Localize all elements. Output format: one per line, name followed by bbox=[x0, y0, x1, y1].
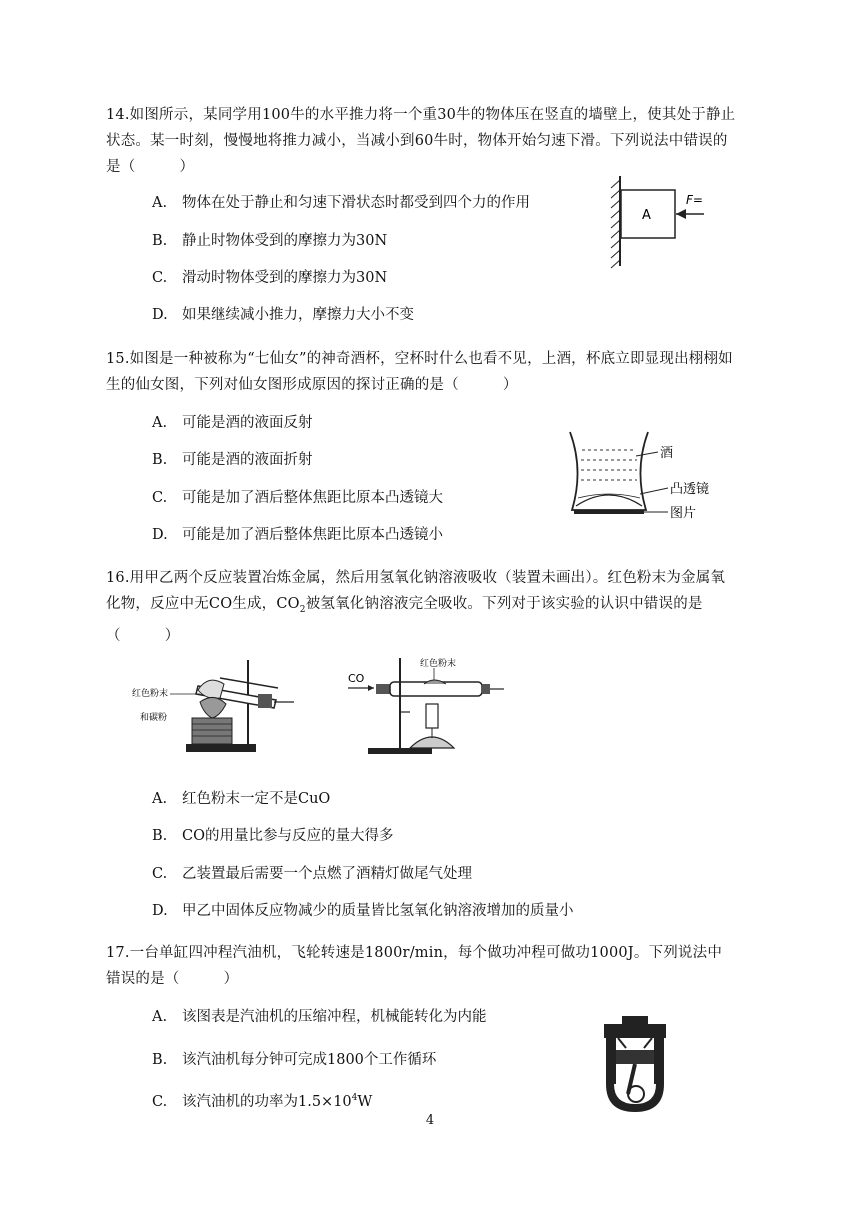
co-label: CO bbox=[348, 672, 365, 685]
question-15-option-c bbox=[152, 488, 443, 508]
option-letter: C. bbox=[152, 866, 168, 882]
option-letter: C. bbox=[152, 490, 168, 506]
option-letter: B. bbox=[152, 233, 168, 249]
option-text: 该汽油机的功率为1.5×10 bbox=[182, 1093, 352, 1110]
question-15-stem: 15.如图是一种被称为“七仙女”的神奇酒杯，空杯时什么也看不见，上酒，杯底立即显现出栩栩如生的仙女图，下列对仙女图形成原因的探讨正确的是（ ） bbox=[106, 351, 733, 393]
option-text: 物体在处于静止和匀速下滑状态时都受到四个力的作用 bbox=[182, 195, 530, 211]
carbon-powder-label: 和碳粉 bbox=[140, 713, 168, 723]
red-powder-label-yi: 红色粉末 bbox=[420, 659, 457, 669]
option-text: 可能是加了酒后整体焦距比原本凸透镜小 bbox=[182, 527, 443, 543]
option-letter: D. bbox=[152, 903, 168, 919]
question-14-stem: 14.如图所示，某同学用100牛的水平推力将一个重30牛的物体压在竖直的墙壁上，使其处于静止状态。某一时刻，慢慢地将推力减小，当减小到60牛时，物体开始匀速下滑。下列说法中错误的是（ ） bbox=[106, 107, 736, 175]
question-14-option-d bbox=[152, 305, 414, 325]
option-letter: D. bbox=[152, 307, 168, 323]
stem-part-a: 16.用甲乙两个反应装置冶炼金属，然后用氢氧化钠溶液吸收（装置未画出）。红色粉末为金属氧化物，反应中无CO生成，CO bbox=[106, 570, 726, 612]
superscript-4: 4 bbox=[351, 1093, 358, 1103]
question-16-option-d bbox=[152, 901, 574, 921]
question-16-option-c bbox=[152, 864, 472, 884]
force-label: F= bbox=[686, 193, 703, 207]
option-letter: B. bbox=[152, 828, 168, 844]
option-text: 红色粉末一定不是CuO bbox=[182, 791, 331, 807]
question-16-stem bbox=[106, 565, 736, 649]
question-14-option-a bbox=[152, 193, 530, 213]
option-text: 可能是加了酒后整体焦距比原本凸透镜大 bbox=[182, 490, 443, 506]
unit-w: W bbox=[357, 1093, 373, 1110]
option-text: 甲乙中固体反应物减少的质量皆比氢氧化钠溶液增加的质量小 bbox=[182, 903, 574, 919]
wine-label: 酒 bbox=[660, 446, 674, 461]
question-15-option-d bbox=[152, 525, 443, 545]
question-16-option-a bbox=[152, 789, 330, 809]
option-text: 该图表是汽油机的压缩冲程，机械能转化为内能 bbox=[182, 1009, 487, 1025]
option-text: 乙装置最后需要一个点燃了酒精灯做尾气处理 bbox=[182, 866, 472, 882]
option-text: 可能是酒的液面折射 bbox=[182, 452, 313, 468]
option-letter: C. bbox=[152, 270, 168, 286]
question-15-option-a bbox=[152, 413, 313, 433]
option-letter: D. bbox=[152, 527, 168, 543]
question-16-option-b bbox=[152, 826, 393, 846]
wall-block-figure bbox=[606, 172, 718, 270]
question-14-option-c bbox=[152, 268, 387, 288]
block-label: A bbox=[642, 208, 651, 223]
question-17-option-b bbox=[152, 1050, 436, 1070]
apparatus-jia-figure bbox=[128, 656, 298, 758]
red-powder-label: 红色粉末 bbox=[132, 689, 169, 699]
question-14-option-b bbox=[152, 231, 387, 251]
question-17-option-a bbox=[152, 1007, 487, 1027]
option-letter: B. bbox=[152, 452, 168, 468]
option-text: 该汽油机每分钟可完成1800个工作循环 bbox=[182, 1052, 437, 1068]
page-number: 4 bbox=[425, 1113, 435, 1128]
option-letter: B. bbox=[152, 1052, 168, 1068]
option-text: 如果继续减小推力，摩擦力大小不变 bbox=[182, 307, 414, 323]
wine-cup-figure bbox=[566, 426, 726, 526]
subscript-2: 2 bbox=[299, 604, 306, 615]
engine-cylinder-figure bbox=[600, 1014, 670, 1116]
question-17-stem: 17.一台单缸四冲程汽油机，飞轮转速是1800r/min，每个做功冲程可做功1000J。下列说法中错误的是（ ） bbox=[106, 945, 723, 987]
apparatus-yi-figure bbox=[346, 654, 506, 758]
question-17-option-c bbox=[152, 1088, 372, 1112]
option-letter: A. bbox=[152, 791, 168, 807]
lens-label: 凸透镜 bbox=[670, 482, 710, 497]
option-letter: A. bbox=[152, 415, 168, 431]
option-text: 静止时物体受到的摩擦力为30N bbox=[182, 233, 388, 249]
option-letter: A. bbox=[152, 1009, 168, 1025]
option-text: CO的用量比参与反应的量大得多 bbox=[182, 828, 394, 844]
option-letter: A. bbox=[152, 195, 168, 211]
picture-label: 图片 bbox=[670, 506, 697, 521]
stem-part-b: 被氢氧化钠溶液完全吸收。下列对于该实验的认识中错误的是（ ） bbox=[106, 596, 703, 644]
option-text: 可能是酒的液面反射 bbox=[182, 415, 313, 431]
option-letter: C. bbox=[152, 1093, 168, 1110]
option-text: 滑动时物体受到的摩擦力为30N bbox=[182, 270, 388, 286]
question-15-option-b bbox=[152, 450, 313, 470]
